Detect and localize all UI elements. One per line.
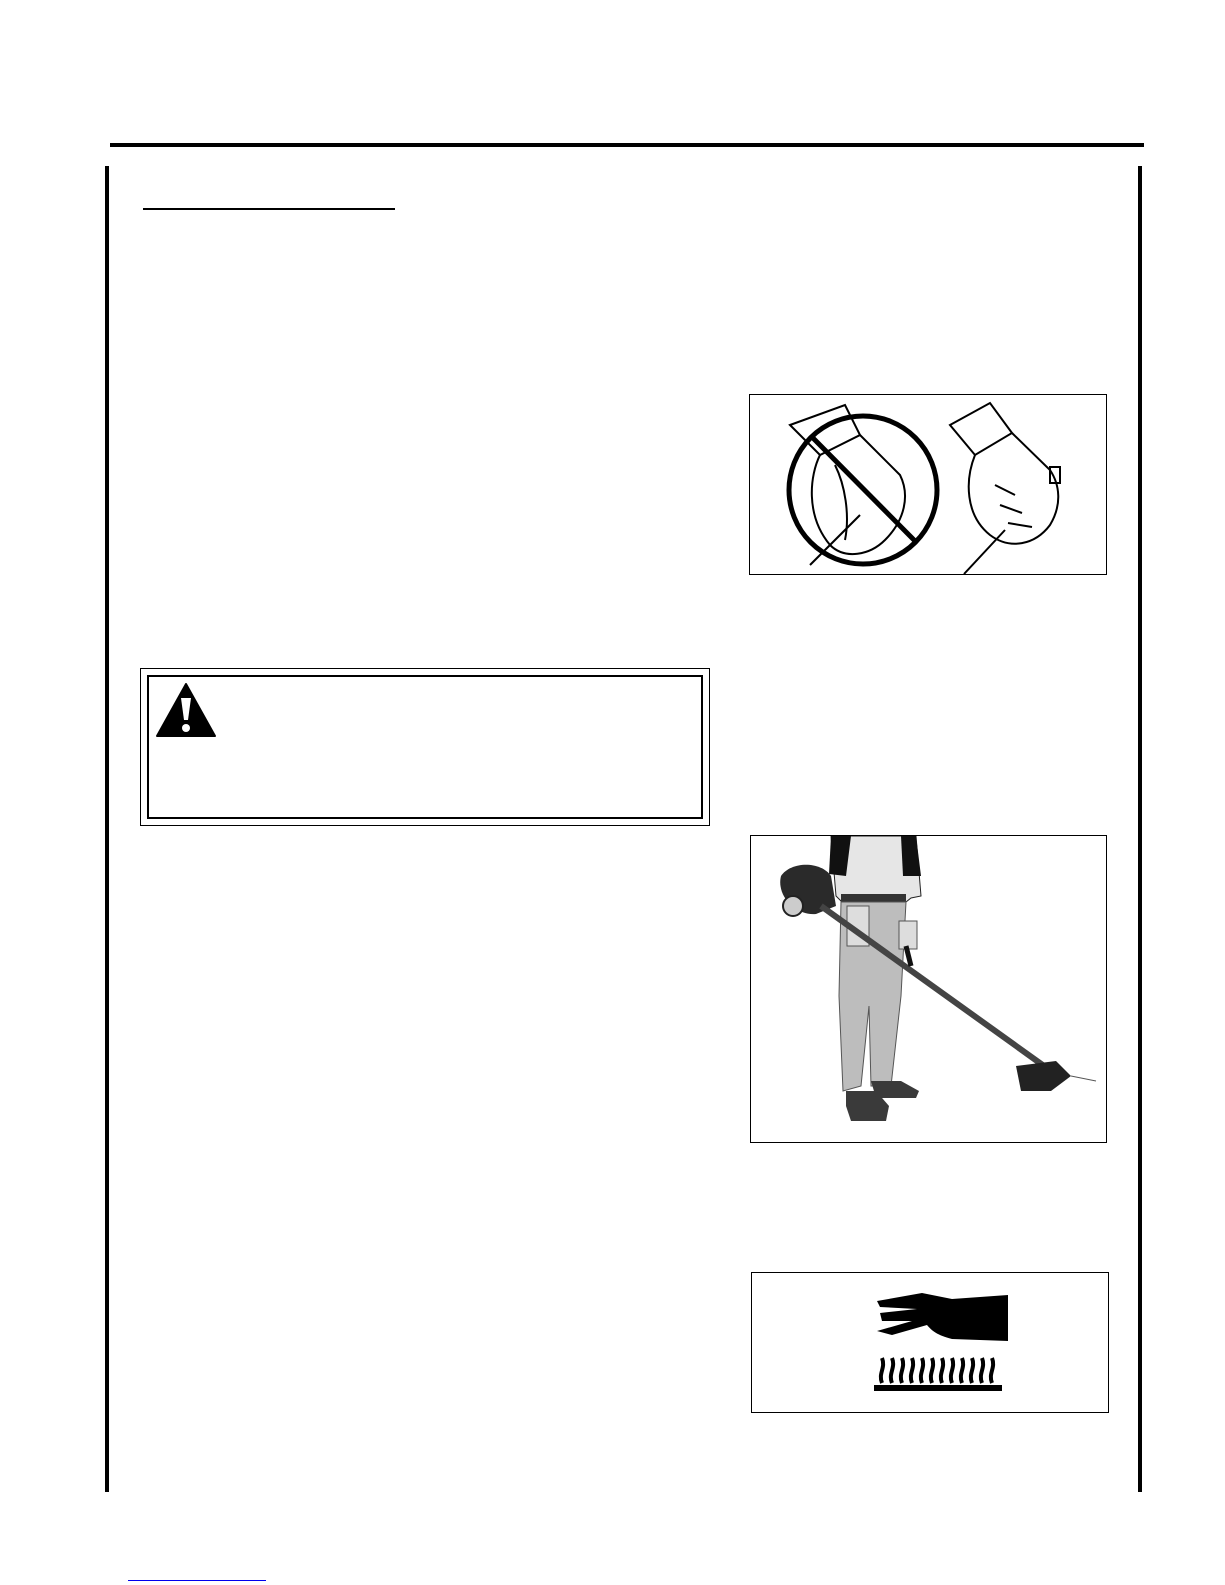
person-with-trimmer-icon — [751, 836, 1106, 1142]
warning-triangle-icon — [155, 682, 217, 738]
gloved-hand-grip-icon — [750, 395, 1106, 574]
grip-figure — [749, 394, 1107, 575]
operator-figure — [750, 835, 1107, 1143]
top-rule — [110, 143, 1144, 147]
section-heading-underline — [143, 208, 395, 210]
right-frame-line — [1138, 166, 1142, 1492]
warning-box — [140, 668, 710, 826]
hot-surface-hand-icon — [752, 1273, 1108, 1412]
footer-link-underline[interactable] — [128, 1580, 266, 1581]
left-frame-line — [105, 166, 109, 1492]
hot-surface-figure — [751, 1272, 1109, 1413]
